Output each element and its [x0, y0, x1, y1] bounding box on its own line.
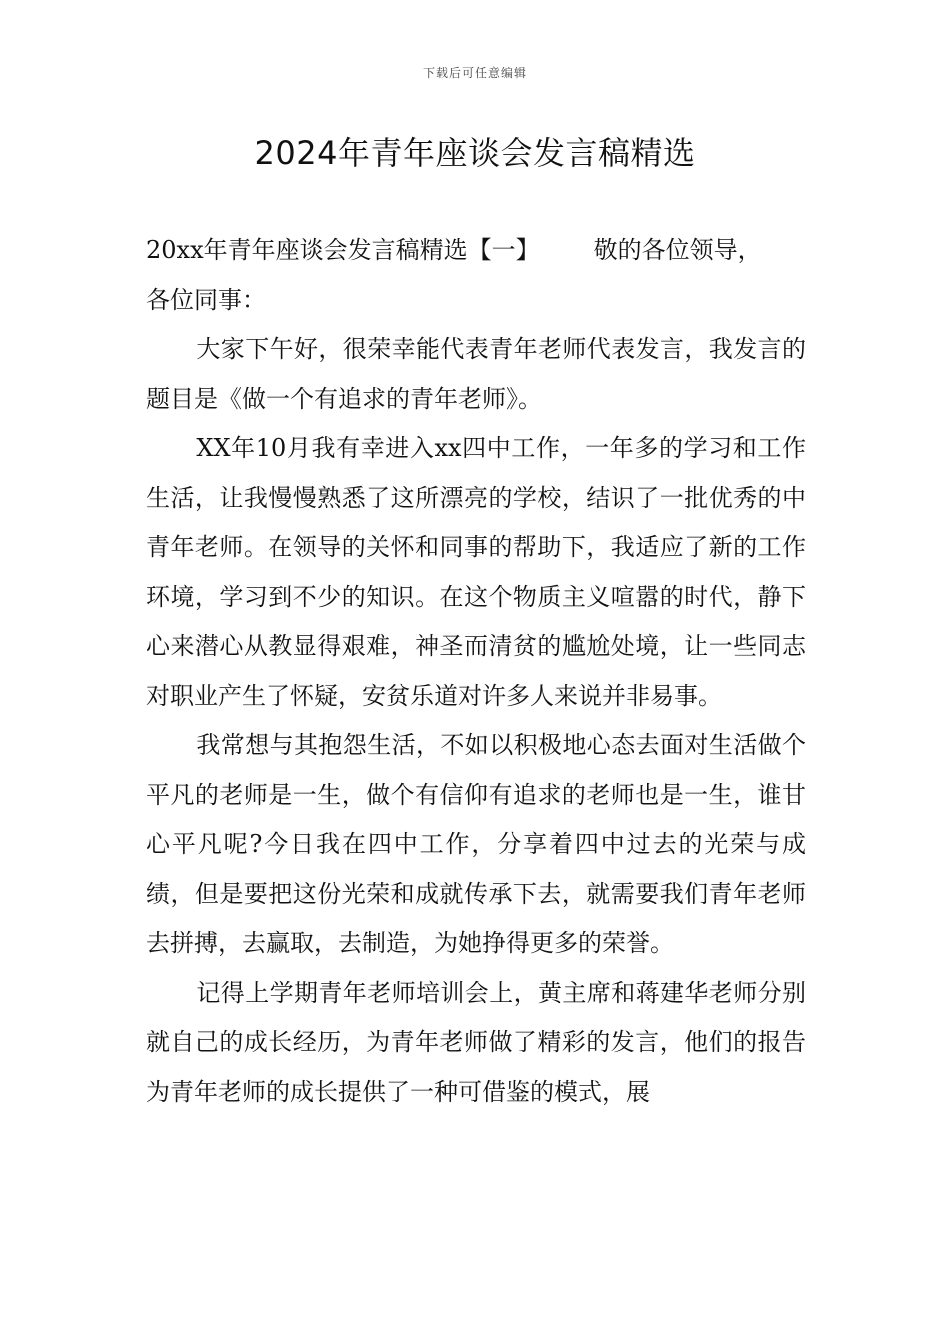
intro-line: [146, 226, 806, 276]
paragraph: XX年10月我有幸进入xx四中工作，一年多的学习和工作生活，让我慢慢熟悉了这所漂亮的学校，结识了一批优秀的中青年老师。在领导的关怀和同事的帮助下，我适应了新的工作环境，学习到不少的知识。在这个物质主义喧嚣的时代，静下心来潜心从教显得艰难，神圣而清贫的尴尬处境，让一些同志对职业产生了怀疑，安贫乐道对许多人来说并非易事。: [146, 434, 806, 710]
section-heading: 20xx年青年座谈会发言稿精选【一】: [146, 236, 540, 264]
paragraph: 大家下午好，很荣幸能代表青年老师代表发言，我发言的题目是《做一个有追求的青年老师》。: [146, 335, 806, 413]
paragraph: 记得上学期青年老师培训会上，黄主席和蒋建华老师分别就自己的成长经历，为青年老师做了精彩的发言，他们的报告为青年老师的成长提供了一种可借鉴的模式，展: [146, 978, 806, 1106]
greeting-continuation: 各位同事：: [146, 285, 266, 314]
paragraph: 我常想与其抱怨生活，不如以积极地心态去面对生活做个平凡的老师是一生，做个有信仰有追求的老师也是一生，谁甘心平凡呢?今日我在四中工作，分享着四中过去的光荣与成绩，但是要把这份光荣和成就传承下去，就需要我们青年老师去拼搏，去赢取，去制造，为她挣得更多的荣誉。: [146, 731, 806, 957]
header-note: 下载后可任意编辑: [422, 66, 527, 80]
greeting-text: 敬的各位领导，: [593, 236, 762, 264]
document-title: 2024年青年座谈会发言稿精选: [254, 134, 696, 172]
document-body: [146, 226, 806, 1117]
